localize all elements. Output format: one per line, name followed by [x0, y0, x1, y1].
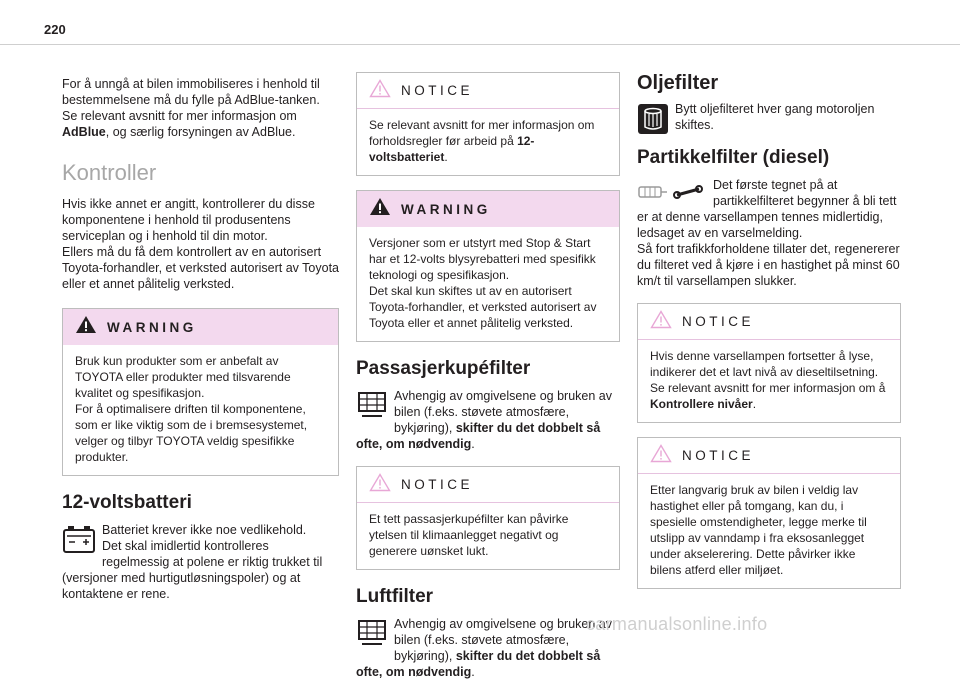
- warning-icon: [369, 197, 391, 221]
- particle-filter-icon: [637, 179, 707, 205]
- section-title-air-filter: Luftfilter: [356, 586, 434, 607]
- notice-box-cabin-filter: [356, 466, 620, 570]
- notice-label: NOTICE: [401, 477, 474, 492]
- column-middle: [356, 72, 620, 680]
- notice-text: Se relevant avsnitt for mer informasjon om forholdsregler før arbeid på 12-voltsbatteriet.: [369, 118, 595, 164]
- notice-label: NOTICE: [682, 448, 755, 463]
- notice-icon: [369, 79, 391, 103]
- cabin-filter-icon: [356, 390, 388, 425]
- battery-icon: [62, 524, 96, 559]
- battery-text: Batteriet krever ikke noe vedlikehold. Det skal imidlertid kontrolleres regelmessig at polene er riktig trukket til (versjoner med hurtigutløsningspoler) og at kontaktene er rene.: [62, 523, 323, 601]
- warning-box-stop-start: [356, 190, 620, 342]
- warning-box: [62, 308, 339, 476]
- warning-header: [357, 191, 619, 227]
- particle-filter-text: Det første tegnet på at partikkelfilteret begynner å bli tett er at denne varsellampen tennes midlertidig, ledsaget av en varselmelding. Så fort trafikkforholdene tillater det, regenererer du filteret ved å kjøre i en hastighet på minst 60 km/t til varsellampen slukker.: [637, 178, 900, 288]
- section-title-oil-filter: Oljefilter: [637, 72, 719, 94]
- section-title-particle-filter: Partikkelfilter (diesel): [637, 147, 830, 168]
- air-filter-paragraph: [356, 616, 620, 680]
- notice-header: [638, 438, 900, 474]
- warning-icon: [75, 315, 97, 339]
- notice-icon: [650, 444, 672, 468]
- header-divider: [0, 44, 960, 45]
- cabin-filter-text: Avhengig av omgivelsene og bruken av bilen (f.eks. støvete atmosfære, bykjøring), skifter du det dobbelt så ofte, om nødvendig.: [356, 389, 612, 451]
- notice-icon: [650, 310, 672, 334]
- notice-box-steam: [637, 437, 901, 589]
- warning-label: WARNING: [401, 201, 491, 217]
- notice-box-additive: [637, 303, 901, 423]
- section-title-battery: 12-voltsbatteri: [62, 492, 192, 513]
- oil-filter-text: Bytt oljefilteret hver gang motoroljen skiftes.: [675, 102, 875, 132]
- notice-label: NOTICE: [401, 83, 474, 98]
- warning-label: WARNING: [107, 319, 197, 335]
- notice-text: Etter langvarig bruk av bilen i veldig lav hastighet eller på tomgang, kan du, i spesielle omstendigheter, legge merke til utslipp av vanndamp i fra eksosanlegget under akselerering. Dette påvirker ikke bilens atferd eller miljøet.: [650, 483, 867, 577]
- warning-text: Bruk kun produkter som er anbefalt av TOYOTA eller produkter med tilsvarende kvalitet og spesifikasjon. For å optimalisere driften til komponentene, som er like viktig som de i bremsesystemet, velger og tilbyr TOYOTA veldig spesifikke produkter.: [75, 354, 308, 464]
- notice-header: [357, 467, 619, 503]
- adblue-paragraph: For å unngå at bilen immobiliseres i henhold til bestemmelsene må du fylle på AdBlue-tanken. Se relevant avsnitt for mer informasjon om AdBlue, og særlig forsyningen av AdBlue.: [62, 77, 320, 139]
- notice-icon: [369, 473, 391, 497]
- watermark: carmanualsonline.info: [586, 614, 768, 634]
- notice-text: Hvis denne varsellampen fortsetter å lyse, indikerer det et lavt nivå av dieseltilsetning. Se relevant avsnitt for mer informasjon om å Kontrollere nivåer.: [650, 349, 886, 411]
- page-number: 220: [44, 22, 66, 37]
- section-title-kontroller: Kontroller: [62, 160, 157, 185]
- notice-header: [357, 73, 619, 109]
- notice-header: [638, 304, 900, 340]
- battery-paragraph: [62, 522, 339, 602]
- kontroller-paragraph: Hvis ikke annet er angitt, kontrollerer du disse komponentene i henhold til produsentens serviceplan og i henhold til din motor. Ellers må du få dem kontrollert av en autorisert Toyota-forhandler, et verksted autorisert av Toyota eller et annet pålitelig verksted.: [62, 197, 340, 291]
- warning-header: [63, 309, 338, 345]
- column-right: [637, 72, 901, 589]
- air-filter-text: Avhengig av omgivelsene og bruken av bilen (f.eks. støvete atmosfære, bykjøring), skifter du det dobbelt så ofte, om nødvendig.: [356, 617, 612, 679]
- particle-filter-paragraph: [637, 177, 901, 289]
- notice-box-battery: [356, 72, 620, 176]
- notice-text: Et tett passasjerkupéfilter kan påvirke ytelsen til klimaanlegget negativt og generere uønsket lukt.: [369, 512, 569, 558]
- column-left: [62, 76, 339, 602]
- warning-text: Versjoner som er utstyrt med Stop & Start har et 12-volts blysyrebatteri med spesifikk teknologi og spesifikasjon. Det skal kun skiftes ut av en autorisert Toyota-forhandler, et verksted autorisert av Toyota eller et annet pålitelig verksted.: [369, 236, 597, 330]
- cabin-filter-paragraph: [356, 388, 620, 452]
- notice-label: NOTICE: [682, 314, 755, 329]
- section-title-cabin-filter: Passasjerkupéfilter: [356, 358, 531, 379]
- air-filter-icon: [356, 618, 388, 653]
- oil-filter-paragraph: [637, 101, 901, 133]
- oil-filter-icon: [637, 103, 669, 140]
